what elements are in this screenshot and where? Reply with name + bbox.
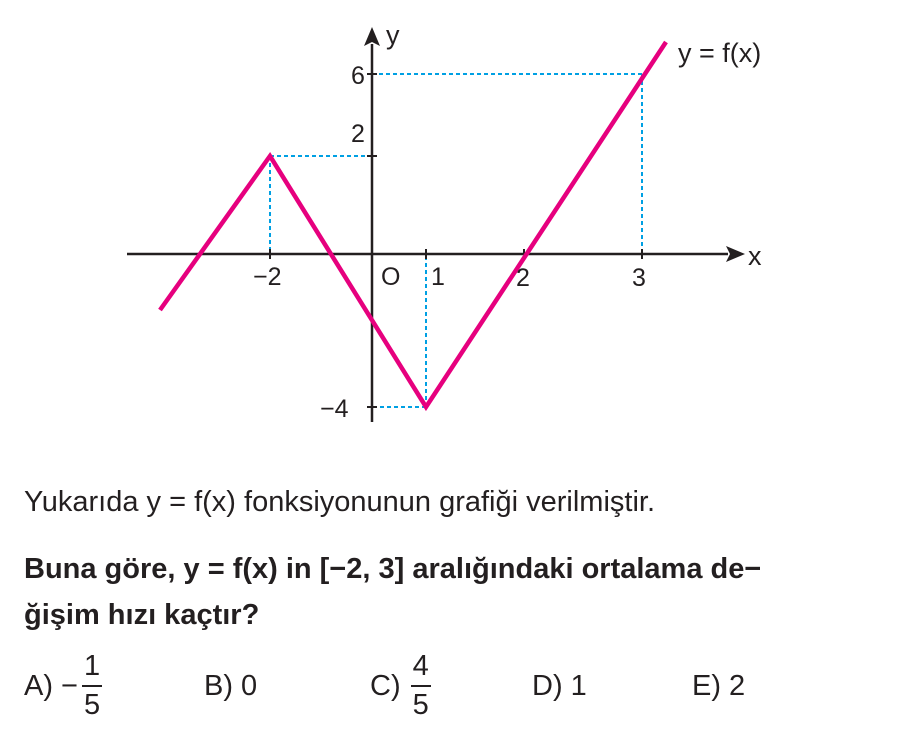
- option-b-label: B): [204, 669, 233, 702]
- option-c[interactable]: [370, 646, 431, 726]
- graph-labels: [253, 20, 762, 423]
- answer-options: [24, 646, 904, 726]
- question-text: [24, 546, 904, 638]
- x-tick-label: −2: [253, 263, 282, 291]
- x-tick-label: 1: [431, 263, 445, 291]
- option-e-label: E): [692, 669, 721, 702]
- origin-label: O: [381, 263, 401, 291]
- intro-text: Yukarıda y = f(x) fonksiyonunun grafiği verilmiştir.: [24, 486, 656, 518]
- option-e-value: 2: [729, 669, 746, 702]
- option-d-value: 1: [570, 669, 587, 702]
- x-axis-label: x: [748, 241, 762, 271]
- option-c-label: C): [370, 669, 401, 702]
- question-line-1: Buna göre, y = f(x) in [−2, 3] aralığındaki ortalama de−: [24, 553, 762, 585]
- x-tick-label: 2: [516, 264, 530, 292]
- x-axis-arrow: [726, 246, 745, 262]
- option-b[interactable]: [204, 646, 257, 726]
- option-b-value: 0: [241, 669, 258, 702]
- y-tick-label: −4: [320, 395, 349, 423]
- option-a-fraction: [82, 652, 102, 720]
- x-tick-label: 3: [632, 264, 646, 292]
- option-a-label: A): [24, 669, 53, 702]
- option-c-fraction: [411, 652, 431, 720]
- dashed-guides: [270, 74, 642, 407]
- curve-layer: [160, 42, 666, 407]
- option-a-sign: −: [61, 669, 78, 702]
- option-a-denominator: 5: [83, 689, 101, 721]
- option-d-label: D): [532, 669, 563, 702]
- option-e[interactable]: [692, 646, 745, 726]
- y-tick-label: 2: [351, 120, 365, 148]
- option-d[interactable]: [532, 646, 587, 726]
- function-label: y = f(x): [678, 38, 762, 68]
- option-c-denominator: 5: [412, 689, 429, 721]
- function-curve: [160, 42, 666, 407]
- option-c-numerator: 4: [411, 652, 431, 687]
- option-a-numerator: 1: [82, 652, 102, 687]
- y-axis-arrow: [364, 27, 380, 46]
- option-a[interactable]: [24, 646, 102, 726]
- y-tick-label: 6: [351, 62, 365, 90]
- question-line-2: ğişim hızı kaçtır?: [24, 599, 260, 631]
- y-axis-label: y: [386, 20, 400, 50]
